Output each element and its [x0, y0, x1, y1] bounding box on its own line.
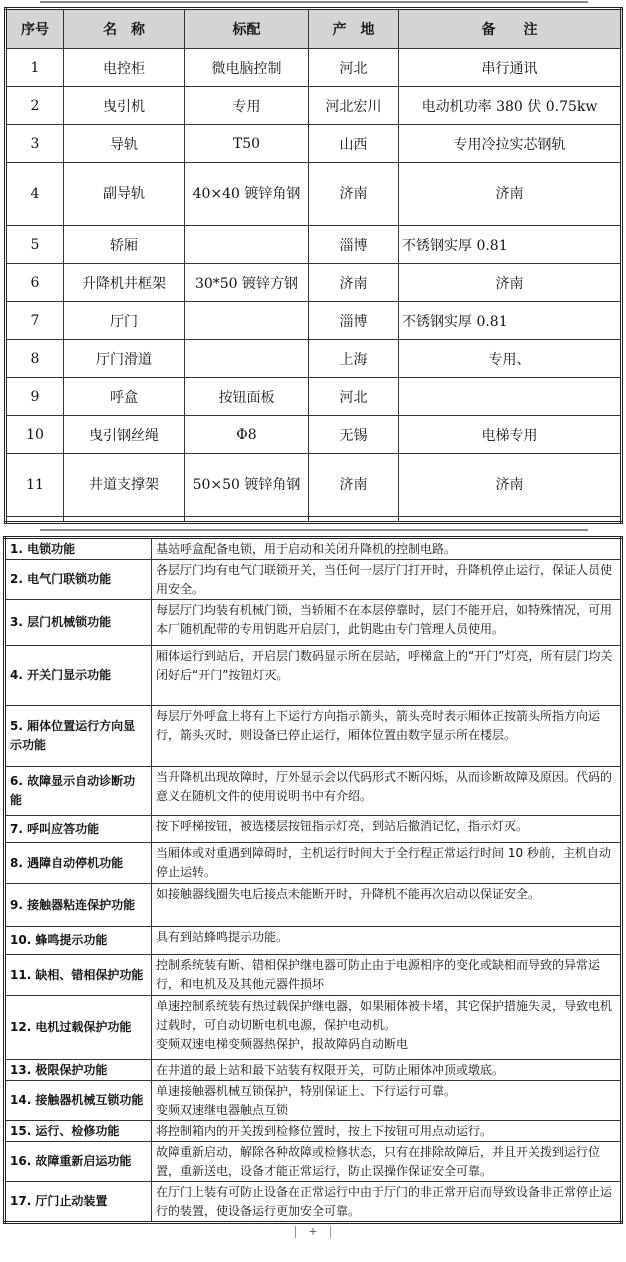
remark: 不锈钢实厚 0.81: [399, 302, 622, 340]
row-number: 9: [6, 378, 64, 416]
row-number: 4: [6, 163, 64, 226]
origin: 河北宏川: [309, 87, 399, 125]
item-name: 曳引钢丝绳: [64, 416, 185, 454]
row-number: 1: [6, 49, 64, 87]
function-description: [152, 843, 622, 884]
description-line: 按下呼梯按钮，被选楼层按钮指示灯亮，到站后撤消记忆，指示灯灭。: [156, 819, 529, 833]
function-description: [152, 927, 622, 955]
function-row: [5, 560, 622, 600]
cell: [309, 517, 399, 523]
table-row: [6, 49, 622, 87]
function-row: [5, 884, 622, 927]
function-description: [152, 1142, 622, 1182]
column-header: 序号: [6, 9, 64, 49]
function-row: [5, 816, 622, 843]
function-name: 6. 故障显示自动诊断功能: [5, 767, 152, 816]
table-row: [6, 416, 622, 454]
spec: 30*50 镀锌方钢: [185, 264, 309, 302]
function-row: [5, 646, 622, 706]
table-row: [6, 264, 622, 302]
add-button[interactable]: +: [295, 1226, 331, 1238]
row-number: 6: [6, 264, 64, 302]
table-row: [6, 163, 622, 226]
function-row: [5, 843, 622, 884]
function-name: 14. 接触器机械互锁功能: [5, 1081, 152, 1121]
origin: 济南: [309, 163, 399, 226]
spec: 40×40 镀锌角钢: [185, 163, 309, 226]
row-number: 2: [6, 87, 64, 125]
functions-table: [3, 536, 623, 1224]
cell: [185, 517, 309, 523]
row-number: 11: [6, 454, 64, 517]
remark: 不锈钢实厚 0.81: [399, 226, 622, 264]
function-name: 16. 故障重新启运功能: [5, 1142, 152, 1182]
function-description: [152, 996, 622, 1060]
spec: 微电脑控制: [185, 49, 309, 87]
description-line: 如接触器线圈失电后接点未能断开时，升降机不能再次启动以保证安全。: [156, 887, 541, 901]
function-name: 9. 接触器粘连保护功能: [5, 884, 152, 927]
function-description: [152, 538, 622, 560]
table-row: [6, 378, 622, 416]
origin: 济南: [309, 454, 399, 517]
function-row: [5, 538, 622, 560]
item-name: 导轨: [64, 125, 185, 163]
item-name: 电控柜: [64, 49, 185, 87]
cell: [6, 517, 64, 523]
function-name: 2. 电气门联锁功能: [5, 560, 152, 600]
spec: T50: [185, 125, 309, 163]
row-number: 7: [6, 302, 64, 340]
remark: 专用、: [399, 340, 622, 378]
origin: 上海: [309, 340, 399, 378]
description-line: 各层厅门均有电气门联锁开关，当任何一层厅门打开时，升降机停止运行，保证人员使用安全。: [156, 563, 613, 596]
parts-table: [4, 7, 623, 524]
function-row: [5, 955, 622, 996]
description-line: 在厅门上装有可防止设备在正常运行中由于厅门的非正常开启而导致设备非正常停止运行的装置，使设备运行更加安全可靠。: [156, 1185, 613, 1218]
remark: 电动机功率 380 伏 0.75kw: [399, 87, 622, 125]
origin: 河北: [309, 378, 399, 416]
cell: [64, 517, 185, 523]
row-number: 3: [6, 125, 64, 163]
function-description: [152, 1060, 622, 1081]
spec: [185, 226, 309, 264]
description-line: 变频双速继电器触点互锁: [156, 1103, 289, 1117]
description-line: 变频双速电梯变频器热保护，报故障码自动断电: [156, 1037, 409, 1051]
separator: [40, 529, 588, 531]
remark: 济南: [399, 264, 622, 302]
function-row: [5, 996, 622, 1060]
function-description: [152, 1121, 622, 1142]
function-row: [5, 927, 622, 955]
function-description: [152, 560, 622, 600]
spec: Φ8: [185, 416, 309, 454]
function-name: 7. 呼叫应答功能: [5, 816, 152, 843]
function-row: [5, 706, 622, 767]
item-name: 厅门滑道: [64, 340, 185, 378]
function-row: [5, 1121, 622, 1142]
function-description: [152, 600, 622, 646]
origin: 淄博: [309, 302, 399, 340]
description-line: 将控制箱内的开关拨到检修位置时，按上下按钮可用点动运行。: [156, 1124, 493, 1138]
row-number: 8: [6, 340, 64, 378]
function-row: [5, 1142, 622, 1182]
parts-table-header: [6, 9, 622, 49]
item-name: 厅门: [64, 302, 185, 340]
function-name: 5. 厢体位置运行方向显示功能: [5, 706, 152, 767]
function-row: [5, 1182, 622, 1223]
origin: 济南: [309, 264, 399, 302]
function-description: [152, 1182, 622, 1223]
function-row: [5, 1060, 622, 1081]
item-name: 副导轨: [64, 163, 185, 226]
item-name: 曳引机: [64, 87, 185, 125]
function-description: [152, 767, 622, 816]
column-header: 标配: [185, 9, 309, 49]
description-line: 具有到站蜂鸣提示功能。: [156, 930, 289, 944]
function-name: 17. 厅门止动装置: [5, 1182, 152, 1223]
item-name: 升降机井框架: [64, 264, 185, 302]
spec: 按钮面板: [185, 378, 309, 416]
item-name: 呼盒: [64, 378, 185, 416]
function-row: [5, 1081, 622, 1121]
top-rule: [40, 1, 588, 3]
origin: 淄博: [309, 226, 399, 264]
function-row: [5, 600, 622, 646]
function-name: 1. 电锁功能: [5, 538, 152, 560]
description-line: 每层厅外呼盒上将有上下运行方向指示箭头，箭头亮时表示厢体正按箭头所指方向运行，箭头灭时，则设备已停止运行，厢体位置由数字显示所在楼层。: [156, 709, 601, 742]
function-description: [152, 955, 622, 996]
description-line: 单速接触器机械互锁保护，特别保证上、下行运行可靠。: [156, 1084, 457, 1098]
remark: 济南: [399, 454, 622, 517]
function-name: 15. 运行、检修功能: [5, 1121, 152, 1142]
description-line: 每层厅门均装有机械门锁，当轿厢不在本层停靠时，层门不能开启，如特殊情况，可用本厂随机配带的专用钥匙开启层门，此钥匙由专门管理人员使用。: [156, 603, 613, 636]
origin: 无锡: [309, 416, 399, 454]
spec: 专用: [185, 87, 309, 125]
row-number: 10: [6, 416, 64, 454]
column-header: 备 注: [399, 9, 622, 49]
function-name: 10. 蜂鸣提示功能: [5, 927, 152, 955]
item-name: 井道支撑架: [64, 454, 185, 517]
table-row: [6, 125, 622, 163]
function-description: [152, 1081, 622, 1121]
function-description: [152, 816, 622, 843]
table-row: [6, 226, 622, 264]
function-description: [152, 646, 622, 706]
origin: 山西: [309, 125, 399, 163]
item-name: 轿厢: [64, 226, 185, 264]
function-name: 3. 层门机械锁功能: [5, 600, 152, 646]
description-line: 当厢体或对重遇到障碍时，主机运行时间大于全行程正常运行时间 10 秒前，主机自动停止运转。: [156, 846, 611, 879]
table-row: [6, 302, 622, 340]
description-line: 单速控制系统装有热过载保护继电器，如果厢体被卡堵，其它保护措施失灵，导致电机过载时，可自动切断电机电源，保护电动机。: [156, 999, 613, 1032]
remark: 济南: [399, 163, 622, 226]
column-header: 名 称: [64, 9, 185, 49]
row-number: 5: [6, 226, 64, 264]
column-header: 产 地: [309, 9, 399, 49]
remark: [399, 378, 622, 416]
origin: 河北: [309, 49, 399, 87]
function-name: 8. 遇障自动停机功能: [5, 843, 152, 884]
remark: 电梯专用: [399, 416, 622, 454]
spec: [185, 302, 309, 340]
table-row-cut: [6, 517, 622, 523]
table-row: [6, 454, 622, 517]
function-name: 4. 开关门显示功能: [5, 646, 152, 706]
description-line: 基站呼盒配备电锁，用于启动和关闭升降机的控制电路。: [156, 542, 457, 556]
function-row: [5, 767, 622, 816]
spec: [185, 340, 309, 378]
remark: 串行通讯: [399, 49, 622, 87]
function-name: 11. 缺相、错相保护功能: [5, 955, 152, 996]
description-line: 当升降机出现故障时，厅外显示会以代码形式不断闪烁，从而诊断故障及原因。代码的意义在随机文件的使用说明书中有介绍。: [156, 770, 613, 803]
function-name: 12. 电机过载保护功能: [5, 996, 152, 1060]
cell: [399, 517, 622, 523]
description-line: 在井道的最上站和最下站装有权限开关，可防止厢体冲顶或墩底。: [156, 1063, 505, 1077]
function-description: [152, 706, 622, 767]
description-line: 厢体运行到站后，开启层门数码显示所在层站，呼梯盒上的“开门”灯亮，所有层门均关闭好后“开门”按钮灯灭。: [156, 649, 613, 682]
table-row: [6, 87, 622, 125]
remark: 专用冷拉实芯钢轨: [399, 125, 622, 163]
function-name: 13. 极限保护功能: [5, 1060, 152, 1081]
function-description: [152, 884, 622, 927]
description-line: 故障重新启动，解除各种故障或检修状态，只有在排除故障后，并且开关拨到运行位置，重新送电，设备才能正常运行，防止误操作保证安全可靠。: [156, 1145, 601, 1178]
spec: 50×50 镀锌角钢: [185, 454, 309, 517]
description-line: 控制系统装有断、错相保护继电器可防止由于电源相序的变化或缺相而导致的异常运行，和电机及及其他元器件损坏: [156, 958, 601, 991]
table-row: [6, 340, 622, 378]
